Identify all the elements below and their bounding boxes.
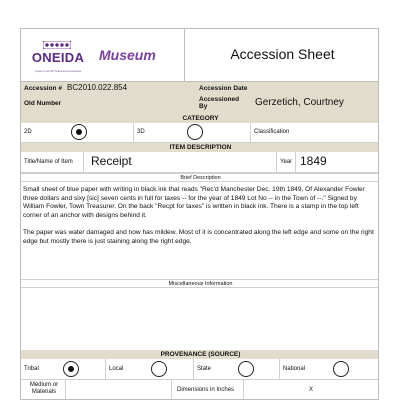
dimensions-label: Dimensions in Inches <box>177 387 235 393</box>
classification-label: Classification <box>254 129 290 135</box>
divider <box>250 123 251 143</box>
provenance-local-label: Local <box>109 366 124 372</box>
item-description-bar: ITEM DESCRIPTION <box>21 143 379 152</box>
provenance-national-label: National <box>283 366 306 372</box>
misc-information-field[interactable] <box>21 288 379 350</box>
brief-description-field[interactable] <box>23 186 378 255</box>
item-title-field[interactable]: Receipt <box>91 154 132 168</box>
provenance-tribal-radio[interactable] <box>63 361 79 377</box>
provenance-local-radio[interactable] <box>151 361 167 377</box>
divider <box>276 152 277 173</box>
description-paragraph: Small sheet of blue paper with writing in black ink that reads "Rec'd Manchester Dec. 19th 1849, Of Alexander Fowler three dollars and sixy [sic] seven cents in full for taxes -- for the year of 1849 Lot No -- in the Town of --." Signed by William Fowler, Town Treasurer. On the back "Recpt for taxes" is written in black ink. There is a stamp in the top left corner of an anchor with designs behind it. <box>23 186 365 219</box>
divider <box>279 359 280 380</box>
oneida-logo <box>21 29 93 82</box>
divider <box>133 123 134 143</box>
medium-label: Medium or Materials <box>29 382 59 395</box>
provenance-bar: PROVENANCE (SOURCE) <box>21 350 379 359</box>
medium-row <box>21 380 379 400</box>
accession-block <box>21 82 379 114</box>
category-row <box>21 123 379 143</box>
title-row <box>21 152 379 173</box>
category-3d-label: 3D <box>137 129 145 135</box>
title-cell <box>185 29 379 82</box>
category-bar: CATEGORY <box>21 114 379 123</box>
year-label: Year <box>280 159 293 165</box>
divider <box>65 380 66 400</box>
accession-number-field[interactable]: BC2010.022.854 <box>67 83 128 92</box>
radio-selected-dot <box>76 129 82 135</box>
accession-date-label: Accession Date <box>199 85 248 92</box>
item-title-label: Title/Name of Item <box>24 159 73 165</box>
divider <box>295 152 296 173</box>
logo-word: ONEIDA <box>31 50 85 65</box>
accessioned-by-field[interactable]: Gerzetich, Courtney <box>255 97 344 108</box>
accession-sheet <box>20 28 379 400</box>
category-2d-radio[interactable] <box>71 124 87 140</box>
header <box>21 29 379 82</box>
category-3d-radio[interactable] <box>187 124 203 140</box>
year-field[interactable]: 1849 <box>300 154 327 168</box>
accessioned-by-label: Accessioned By <box>199 96 240 110</box>
old-number-label: Old Number <box>24 100 62 107</box>
provenance-state-radio[interactable] <box>238 361 254 377</box>
provenance-row <box>21 359 379 380</box>
misc-information-label: Miscellaneous Information <box>21 279 379 288</box>
description-paragraph: The paper was water damaged and now has mildew. Most of it is concentrated along the left edge and some on the right edge but mostly there is just staining along the right edge. <box>23 228 374 245</box>
provenance-national-radio[interactable] <box>333 361 349 377</box>
museum-label: Museum <box>99 47 156 63</box>
page-title: Accession Sheet <box>230 46 335 62</box>
radio-selected-dot <box>68 366 74 372</box>
brief-description-label: Brief Description <box>21 173 379 182</box>
wampum-icon <box>43 41 71 49</box>
dimensions-separator: X <box>309 387 314 393</box>
logo-tagline: Ayeteni'ni ka'nik^hsatsa kanonwesa'kwa <box>34 70 82 73</box>
provenance-tribal-label: Tribal <box>24 366 39 372</box>
divider <box>193 359 194 380</box>
museum-label-cell <box>93 29 185 82</box>
divider <box>105 359 106 380</box>
divider <box>171 380 172 400</box>
provenance-state-label: State <box>197 366 212 372</box>
category-2d-label: 2D <box>24 129 32 135</box>
divider <box>83 152 84 173</box>
divider <box>243 380 244 400</box>
accession-number-label: Accession # <box>24 85 62 92</box>
